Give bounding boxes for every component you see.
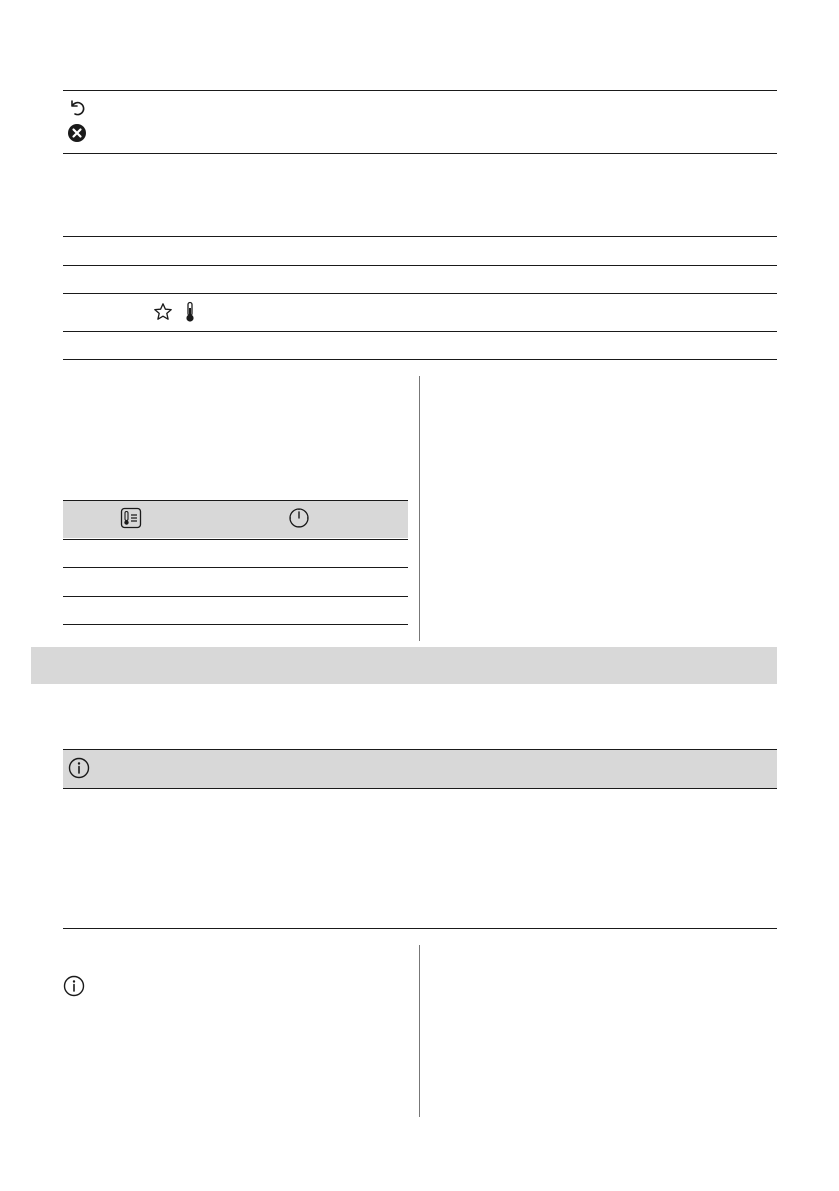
column-divider [419, 945, 420, 1117]
info-icon [68, 757, 90, 779]
thermometer-icon [184, 301, 196, 323]
table-header-rule [63, 236, 777, 237]
table-row-rule [63, 624, 408, 625]
section-heading-band [31, 647, 777, 684]
undo-icon [67, 97, 87, 117]
table-row-rule [63, 331, 777, 332]
table-header [63, 501, 408, 538]
info-note-band [63, 749, 777, 789]
table-row-rule [63, 359, 777, 360]
table-row-rule [63, 293, 777, 294]
table-row-rule [63, 567, 408, 568]
table-row-rule [63, 596, 408, 597]
food-sensor-icon [120, 507, 142, 529]
table-rule [63, 153, 777, 154]
timer-icon [288, 507, 310, 529]
column-divider [419, 376, 420, 641]
star-icon [153, 302, 173, 322]
table-rule [63, 90, 777, 91]
cancel-icon [67, 123, 87, 143]
info-note-end-rule [63, 928, 777, 929]
table-row-rule [63, 265, 777, 266]
info-icon [63, 975, 85, 997]
table-header-rule [63, 539, 408, 540]
